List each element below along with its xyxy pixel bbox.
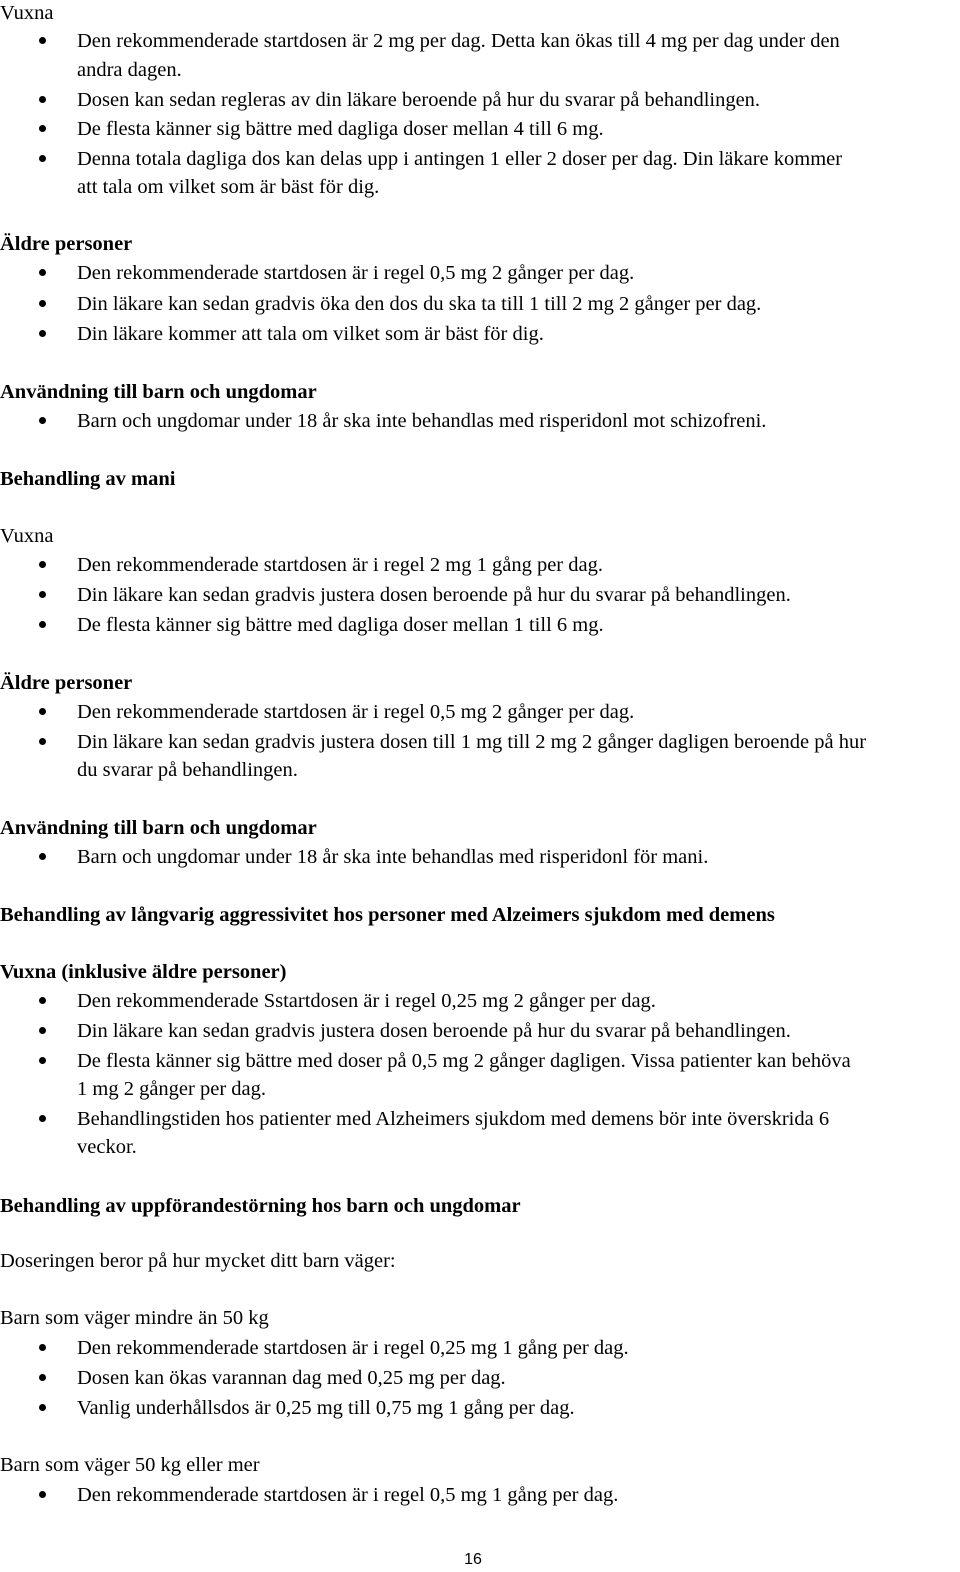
- list-item-text: veckor.: [77, 1136, 137, 1158]
- list-item-text: du svarar på behandlingen.: [77, 759, 298, 781]
- list-item-text: Din läkare kan sedan gradvis justera dosen beroende på hur du svarar på behandlingen.: [77, 1020, 791, 1042]
- section-heading: Vuxna: [0, 525, 54, 547]
- bullet-icon: [39, 96, 46, 103]
- list-item-text: Barn och ungdomar under 18 år ska inte behandlas med risperidonl mot schizofreni.: [77, 410, 767, 432]
- page-number: 16: [464, 1551, 482, 1568]
- list-item-text: Dosen kan sedan regleras av din läkare beroende på hur du svarar på behandlingen.: [77, 89, 761, 111]
- list-item-text: Den rekommenderade startdosen är 2 mg per dag. Detta kan ökas till 4 mg per dag under den: [77, 30, 840, 52]
- bullet-icon: [39, 1404, 46, 1411]
- bullet-icon: [39, 300, 46, 307]
- bullet-icon: [39, 1057, 46, 1064]
- section-heading: Barn som väger mindre än 50 kg: [0, 1307, 269, 1329]
- bullet-icon: [39, 417, 46, 424]
- section-heading: Behandling av långvarig aggressivitet hos personer med Alzeimers sjukdom med demens: [0, 904, 775, 926]
- bullet-icon: [39, 1344, 46, 1351]
- bullet-icon: [39, 330, 46, 337]
- bullet-icon: [39, 125, 46, 132]
- list-item-text: andra dagen.: [77, 59, 182, 81]
- list-item-text: att tala om vilket som är bäst för dig.: [77, 176, 380, 198]
- bullet-icon: [39, 269, 46, 276]
- section-heading: Barn som väger 50 kg eller mer: [0, 1454, 260, 1476]
- bullet-icon: [39, 1115, 46, 1122]
- list-item-text: Dosen kan ökas varannan dag med 0,25 mg per dag.: [77, 1367, 506, 1389]
- bullet-icon: [39, 738, 46, 745]
- bullet-icon: [39, 1374, 46, 1381]
- list-item-text: Din läkare kan sedan gradvis justera dosen beroende på hur du svarar på behandlingen.: [77, 584, 791, 606]
- bullet-icon: [39, 561, 46, 568]
- list-item-text: Barn och ungdomar under 18 år ska inte behandlas med risperidonl för mani.: [77, 846, 709, 868]
- bullet-icon: [39, 37, 46, 44]
- section-heading: Användning till barn och ungdomar: [0, 817, 317, 839]
- section-heading: Behandling av uppförandestörning hos barn och ungdomar: [0, 1195, 521, 1217]
- bullet-icon: [39, 621, 46, 628]
- list-item-text: De flesta känner sig bättre med dagliga doser mellan 1 till 6 mg.: [77, 614, 604, 636]
- section-heading: Vuxna: [0, 2, 54, 24]
- list-item-text: Den rekommenderade startdosen är i regel 2 mg 1 gång per dag.: [77, 554, 603, 576]
- bullet-icon: [39, 1491, 46, 1498]
- section-heading: Äldre personer: [0, 672, 133, 694]
- list-item-text: Din läkare kan sedan gradvis justera dosen till 1 mg till 2 mg 2 gånger dagligen beroende på hur: [77, 731, 867, 753]
- list-item-text: Behandlingstiden hos patienter med Alzheimers sjukdom med demens bör inte överskrida 6: [77, 1108, 830, 1130]
- bullet-icon: [39, 708, 46, 715]
- list-item-text: Den rekommenderade startdosen är i regel 0,5 mg 1 gång per dag.: [77, 1484, 619, 1506]
- list-item-text: Den rekommenderade Sstartdosen är i regel 0,25 mg 2 gånger per dag.: [77, 990, 656, 1012]
- bullet-icon: [39, 591, 46, 598]
- bullet-icon: [39, 1027, 46, 1034]
- section-heading: Behandling av mani: [0, 468, 176, 490]
- section-heading: Äldre personer: [0, 233, 133, 255]
- list-item-text: Denna totala dagliga dos kan delas upp i antingen 1 eller 2 doser per dag. Din läkare kommer: [77, 148, 843, 170]
- bullet-icon: [39, 853, 46, 860]
- bullet-icon: [39, 155, 46, 162]
- list-item-text: De flesta känner sig bättre med doser på 0,5 mg 2 gånger dagligen. Vissa patienter kan behöva: [77, 1050, 851, 1072]
- list-item-text: Vanlig underhållsdos är 0,25 mg till 0,75 mg 1 gång per dag.: [77, 1397, 575, 1419]
- list-item-text: 1 mg 2 gånger per dag.: [77, 1078, 266, 1100]
- section-heading: Användning till barn och ungdomar: [0, 381, 317, 403]
- list-item-text: Din läkare kommer att tala om vilket som är bäst för dig.: [77, 323, 544, 345]
- section-heading: Vuxna (inklusive äldre personer): [0, 961, 287, 983]
- list-item-text: De flesta känner sig bättre med dagliga doser mellan 4 till 6 mg.: [77, 118, 604, 140]
- list-item-text: Din läkare kan sedan gradvis öka den dos du ska ta till 1 till 2 mg 2 gånger per dag.: [77, 293, 762, 315]
- paragraph: Doseringen beror på hur mycket ditt barn väger:: [0, 1250, 396, 1272]
- bullet-icon: [39, 997, 46, 1004]
- list-item-text: Den rekommenderade startdosen är i regel 0,5 mg 2 gånger per dag.: [77, 262, 635, 284]
- list-item-text: Den rekommenderade startdosen är i regel 0,25 mg 1 gång per dag.: [77, 1337, 629, 1359]
- list-item-text: Den rekommenderade startdosen är i regel 0,5 mg 2 gånger per dag.: [77, 701, 635, 723]
